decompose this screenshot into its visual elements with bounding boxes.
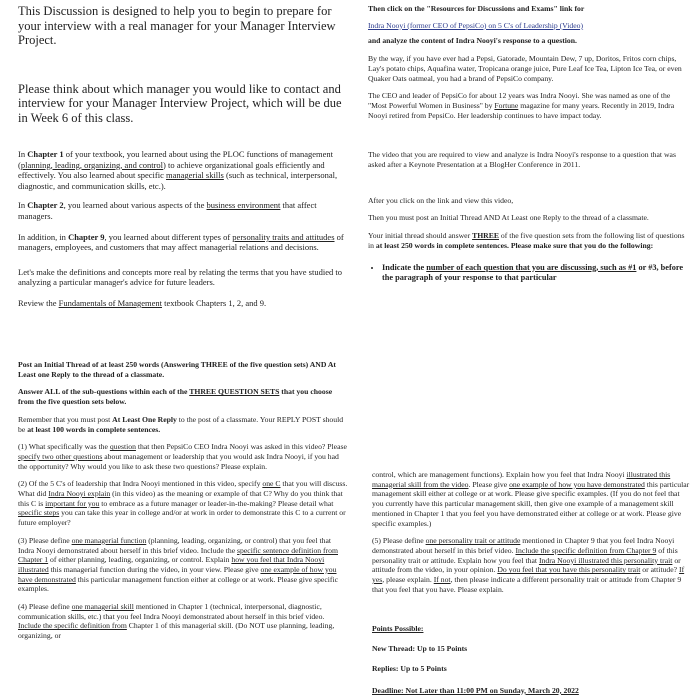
- review-paragraph: Review the Fundamentals of Management textbook Chapters 1, 2, and 9.: [18, 297, 267, 308]
- points-title: Points Possible:: [372, 624, 424, 634]
- question-3: (3) Please define one managerial function (planning, leading, organizing, or control) that you feel that Indra Nooyi demonstrated about herself in this brief video. Include the specific sentence definition from Chapter 1 of either planning, leading, organizing, or control. Explain how you feel that Indra Nooyi illustrated this managerial function during the video, in your view. Please give one example of how you have demonstrated this particular management function either at college or at work. Please give specific examples.: [18, 535, 338, 594]
- video-paragraph: The video that you are required to view and analyze is Indra Nooyi's response to a question that was asked after a Keynote Presentation at a BlogHer Conference in 2011.: [368, 150, 676, 170]
- initial-thread-paragraph: Your initial thread should answer THREE of the five question sets from the following list of questions in at least 250 words in complete sentences. Please make sure that you do the following:: [368, 231, 685, 250]
- manager-paragraph: Please think about which manager you would like to contact and interview for your Manager Interview Project, which will be due in Week 6 of this class.: [18, 81, 342, 125]
- list-item: • Indicate the number of each question that you are discussing, such as #1 or #3, before the paragraph of your response to that particular: [382, 263, 690, 284]
- post-instruction: Post an Initial Thread of at least 250 words (Answering THREE of the five question sets) AND At Least one Reply to the thread of a classmate.: [18, 360, 336, 379]
- definitions-paragraph: Let's make the definitions and concepts more real by relating the terms that you have studied to analyzing a particular manager's advice for future leaders.: [18, 266, 342, 288]
- after-paragraph: After you click on the link and view this video,: [368, 195, 514, 205]
- instruction-list: [368, 263, 690, 284]
- questions-continued-panel: [372, 470, 692, 698]
- intro-panel: [18, 4, 346, 324]
- question-1: (1) What specifically was the question that then PepsiCo CEO Indra Nooyi was asked in this video? Please specify two other questions about management or leadership that you would ask Indra Nooyi, if you had the opportunity? Why would you like to ask these two questions? Please explain.: [18, 442, 347, 471]
- intro-paragraph: This Discussion is designed to help you to begin to prepare for your interview with a real manager for your Manager Interview Project.: [18, 4, 336, 47]
- deadline: Deadline: Not Later than 11:00 PM on Sunday, March 20, 2022: [372, 685, 579, 695]
- ceo-paragraph: The CEO and leader of PepsiCo for about 12 years was Indra Nooyi. She was named as one of the "Most Powerful Women in Business" by Fortune magazine for many years. Recently in 2019, Indra Nooyi retired from PepsiCo. Her leadership continues to have impact today.: [368, 91, 675, 120]
- then-paragraph: Then you must post an Initial Thread AND At Least one Reply to the thread of a classmate.: [368, 213, 649, 223]
- question-5: (5) Please define one personality trait or attitude mentioned in Chapter 9 that you feel Indra Nooyi demonstrated about herself in this brief video. Include the specific definition from Chapter 9 of this personality trait or attitude. Explain how you feel that Indra Nooyi illustrated this personality trait or attitude from the video, in your opinion. Do you feel that you have this personality trait or attitude? If yes, please explain. If not, then please indicate a different personality trait or attitude from Chapter 9 that you feel that you have. Please explain.: [372, 536, 685, 594]
- reply-points: Replies: Up to 5 Points: [372, 663, 447, 673]
- answer-instruction: Answer ALL of the sub-questions within each of the THREE QUESTION SETS that you choose from the five question sets below.: [18, 387, 333, 407]
- questions-panel: [18, 360, 348, 696]
- question-4: (4) Please define one managerial skill mentioned in Chapter 1 (technical, interpersonal, diagnostic, communication skills, etc.) that you feel Indra Nooyi demonstrated about herself in this brief video. Include the specific definition from Chapter 1 of this managerial skill. (Do NOT use planning, leading, organizing, or: [18, 602, 335, 641]
- brands-paragraph: By the way, if you have ever had a Pepsi, Gatorade, Mountain Dew, 7 up, Doritos, Fritos corn chips, Lay's potato chips, Aquafina water, Tropicana orange juice, Pure Leaf Ice Tea, Lipton Ice Tea, or even Quaker Oats oatmeal, you had a brand of PepsiCo company.: [368, 54, 682, 83]
- resources-panel: [368, 4, 690, 354]
- analyze-instruction: and analyze the content of Indra Nooyi's response to a question.: [368, 36, 577, 46]
- question-2: (2) Of the 5 C's of leadership that Indra Nooyi mentioned in this video, specify one C that you will discuss. What did Indra Nooyi explain (in this video) as the meaning or example of that C? Why do you think that this C is important for you to embrace as a future manager or leader-in-the-making? Please detail what specific steps you can take this year in college and/or at work in order to demonstrate this C to a current or future employer?: [18, 479, 348, 528]
- question-4-continued: control, which are management functions). Explain how you feel that Indra Nooyi illustrated this managerial skill from the video. Please give one example of how you have demonstrated this particular management skill either at college or at work. Please give specific examples. (If you do not feel that you currently have this particular management skill, then give one example of a management skill mentioned in Chapter 1 that you feel you have demonstrated either at college or at work. Please give specific examples.): [372, 470, 690, 528]
- chapter9-paragraph: In addition, in Chapter 9, you learned about different types of personality traits and attitudes of managers, employees, and customers that may affect managerial relations and decisions.: [18, 231, 344, 253]
- reply-reminder: Remember that you must post At Least One Reply to the post of a classmate. Your REPLY POST should be at least 100 words in complete sentences.: [18, 414, 344, 434]
- click-instruction: Then click on the "Resources for Discussions and Exams" link for: [368, 4, 585, 13]
- chapter2-paragraph: In Chapter 2, you learned about various aspects of the business environment that affect managers.: [18, 200, 317, 221]
- video-link[interactable]: Indra Nooyi (former CEO of PepsiCo) on 5 C's of Leadership (Video): [368, 20, 584, 30]
- new-thread-points: New Thread: Up to 15 Points: [372, 644, 468, 654]
- chapter1-paragraph: In Chapter 1 of your textbook, you learned about using the PLOC functions of management (planning, leading, organizing, and control) to achieve organizational goals efficiently and effectively. You also learned about specific managerial skills (such as technical, interpersonal, diagnostic, and communication skills, etc.).: [18, 149, 338, 191]
